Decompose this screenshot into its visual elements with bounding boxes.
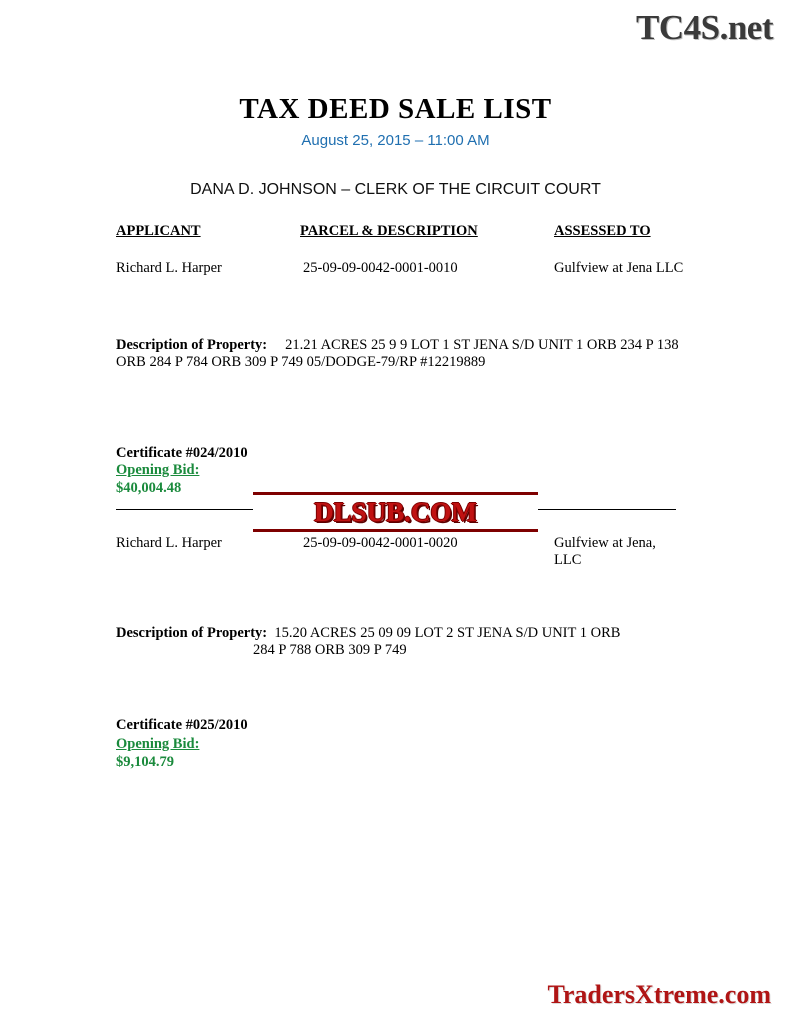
site-watermark-center (253, 492, 538, 532)
property-description (116, 337, 686, 371)
clerk-name: DANA D. JOHNSON – CLERK OF THE CIRCUIT COURT (190, 181, 601, 198)
property-description-label: Description of Property: (116, 337, 268, 353)
site-watermark-top: TC4S.net (636, 8, 773, 47)
property-description-text-cont: 284 P 788 ORB 309 P 749 (253, 642, 407, 658)
listing-entry (0, 260, 791, 300)
opening-bid-label: Opening Bid: (116, 462, 200, 478)
parcel-number: 25-09-09-0042-0001-0020 (303, 535, 458, 551)
table-row (0, 535, 791, 575)
property-description-text: 15.20 ACRES 25 09 09 LOT 2 ST JENA S/D UNIT 1 ORB (274, 625, 621, 641)
opening-bid-amount: $40,004.48 (116, 480, 182, 496)
column-header-assessed: ASSESSED TO (554, 223, 651, 239)
site-watermark-center-text: DLSUB.COM (314, 496, 477, 527)
property-description-label: Description of Property: (116, 625, 268, 641)
parcel-number: 25-09-09-0042-0001-0010 (303, 260, 458, 276)
page-title: TAX DEED SALE LIST (239, 93, 552, 125)
applicant-name: Richard L. Harper (116, 535, 222, 551)
property-description-text: 21.21 ACRES 25 9 9 LOT 1 ST JENA S/D UNIT 1 ORB 234 P 138 ORB 284 P 784 ORB 309 P 749 05/DODGE-79/RP #12219889 (116, 337, 679, 370)
opening-bid-label: Opening Bid: (116, 736, 200, 752)
column-headers (116, 223, 676, 241)
applicant-name: Richard L. Harper (116, 260, 222, 276)
assessed-to: Gulfview at Jena LLC (554, 260, 684, 276)
sale-datetime: August 25, 2015 – 11:00 AM (301, 132, 490, 149)
column-header-applicant: APPLICANT (116, 223, 201, 239)
table-row (0, 260, 791, 300)
assessed-to: Gulfview at Jena, LLC (554, 535, 656, 568)
listing-entry (0, 535, 791, 575)
site-watermark-bottom: TradersXtreme.com (547, 980, 771, 1009)
opening-bid-amount: $9,104.79 (116, 754, 174, 770)
property-description (116, 625, 686, 659)
column-header-parcel: PARCEL & DESCRIPTION (300, 223, 478, 239)
certificate-number: Certificate #024/2010 (116, 445, 248, 461)
certificate-number: Certificate #025/2010 (116, 717, 248, 733)
